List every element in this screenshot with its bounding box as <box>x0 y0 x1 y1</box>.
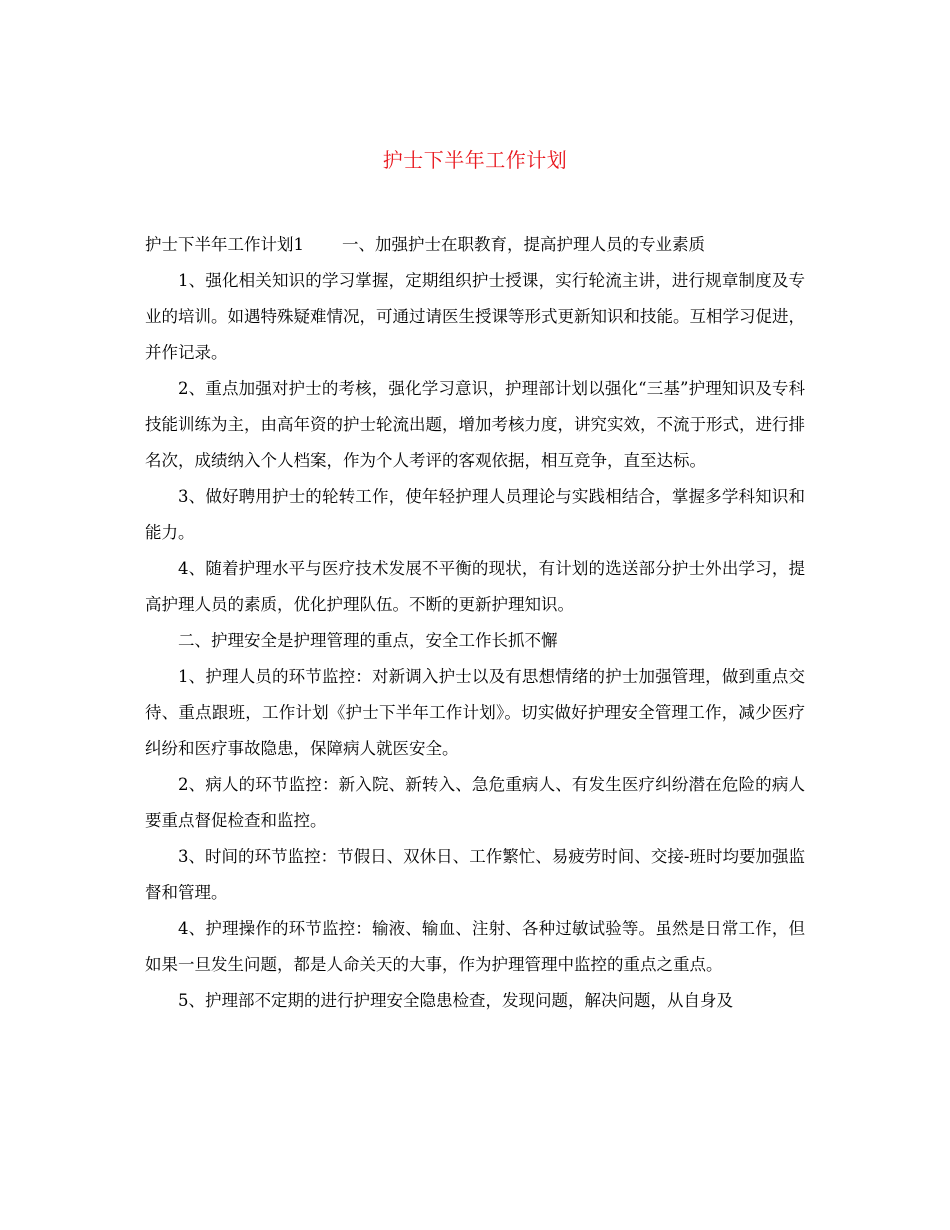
paragraph-1-2: 2、重点加强对护士的考核，强化学习意识，护理部计划以强化“三基”护理知识及专科技能训练为主，由高年资的护士轮流出题，增加考核力度，讲究实效，不流于形式，进行排名次，成绩纳入个人档案，作为个人考评的客观依据，相互竞争，直至达标。 <box>145 379 805 470</box>
paragraph-2-5: 5、护理部不定期的进行护理安全隐患检查，发现问题，解决问题，从自身及 <box>178 991 733 1010</box>
paragraph-2-4: 4、护理操作的环节监控：输液、输血、注射、各种过敏试验等。虽然是日常工作，但如果一旦发生问题，都是人命关天的大事，作为护理管理中监控的重点之重点。 <box>145 919 805 974</box>
intro-paragraph <box>145 227 805 263</box>
paragraph-2-2: 2、病人的环节监控：新入院、新转入、急危重病人、有发生医疗纠纷潜在危险的病人要重点督促检查和监控。 <box>145 775 805 830</box>
document-title: 护士下半年工作计划 <box>382 148 568 172</box>
document-body <box>145 227 805 1019</box>
section-heading-2: 二、护理安全是护理管理的重点，安全工作长抓不懈 <box>178 631 558 650</box>
section-heading-1: 一、加强护士在职教育，提高护理人员的专业素质 <box>342 235 705 254</box>
paragraph-1-1: 1、强化相关知识的学习掌握，定期组织护士授课，实行轮流主讲，进行规章制度及专业的培训。如遇特殊疑难情况，可通过请医生授课等形式更新知识和技能。互相学习促进，并作记录。 <box>145 271 805 362</box>
intro-label: 护士下半年工作计划1 <box>145 235 304 254</box>
paragraph-1-4: 4、随着护理水平与医疗技术发展不平衡的现状，有计划的选送部分护士外出学习，提高护理人员的素质，优化护理队伍。不断的更新护理知识。 <box>145 559 805 614</box>
paragraph-2-3: 3、时间的环节监控：节假日、双休日、工作繁忙、易疲劳时间、交接-班时均要加强监督和管理。 <box>145 847 805 902</box>
paragraph-1-3: 3、做好聘用护士的轮转工作，使年轻护理人员理论与实践相结合，掌握多学科知识和能力。 <box>145 487 805 542</box>
paragraph-2-1: 1、护理人员的环节监控：对新调入护士以及有思想情绪的护士加强管理，做到重点交待、重点跟班，工作计划《护士下半年工作计划》。切实做好护理安全管理工作，减少医疗纠纷和医疗事故隐患，保障病人就医安全。 <box>145 667 805 758</box>
